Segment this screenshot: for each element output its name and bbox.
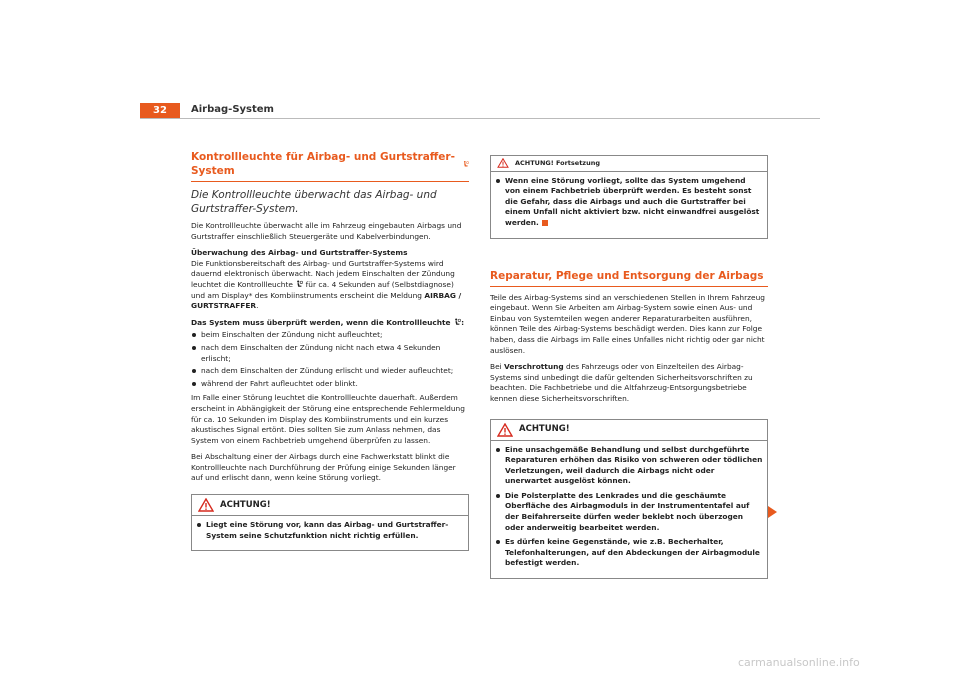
check-heading: Das System muss überprüft werden, wenn die Kontrollleuchte [191, 317, 451, 327]
warning-item: Eine unsachgemäße Behandlung und selbst durchgeführte Reparaturen erhöhen das Risiko von schweren oder tödlichen Verletzungen, weil dadurch die Airbags nicht oder unerwartet ausgelöst können. [495, 445, 763, 487]
page-number: 32 [140, 103, 180, 119]
monitoring-heading: Überwachung des Airbag- und Gurtstraffer-Systems [191, 248, 408, 258]
watermark: carmanualsonline.info [738, 656, 860, 669]
section-title-repair [490, 269, 768, 287]
warning-box-repair [490, 419, 768, 580]
scrapping-keyword: Verschrottung [504, 362, 564, 372]
end-marker-icon [542, 220, 548, 226]
warning-box-continued [490, 155, 768, 239]
continue-arrow-icon [768, 506, 777, 518]
section-title-text: Reparatur, Pflege und Entsorgung der Airbags [490, 269, 764, 282]
header-rule [140, 118, 820, 119]
section-subtitle: Die Kontrollleuchte überwacht das Airbag- und Gurtstraffer-System. [191, 189, 437, 215]
scrapping-prefix: Bei [490, 362, 502, 372]
warning-item: Es dürfen keine Gegenstände, wie z.B. Becherhalter, Telefonhalterungen, auf den Abdeckungen der Airbagmodule befestigt werden. [495, 537, 763, 569]
warning-body-continued [491, 172, 767, 238]
repair-paragraph: Teile des Airbag-Systems sind an verschiedenen Stellen in Ihrem Fahrzeug eingebaut. Wenn Sie Arbeiten am Airbag-System sowie einen Aus- und Einbau von Systemteilen wegen anderer Reparaturarbeiten ausführen, können Teile des Airbag-Systems beschädigt werden. Dies kann zur Folge haben, dass die Airbags im Falle eines Unfalles nicht richtig oder gar nicht auslösen. [490, 292, 765, 355]
warning-header-continued [491, 156, 767, 172]
warning-item: Die Polsterplatte des Lenkrades und die geschäumte Oberfläche des Airbagmoduls in der Instrumententafel auf der Beifahrerseite dürfen weder beklebt noch überzogen oder anderweitig bearbeitet werden. [495, 491, 763, 533]
warning-box [191, 494, 469, 551]
warning-triangle-icon [497, 423, 513, 437]
warning-body [192, 516, 468, 550]
warning-item: Liegt eine Störung vor, kann das Airbag- und Gurtstraffer-System seine Schutzfunktion nicht richtig erfüllen. [196, 520, 464, 541]
warning-triangle-icon [497, 158, 509, 168]
deactivation-paragraph: Bei Abschaltung einer der Airbags durch eine Fachwerkstatt blinkt die Kontrollleuchte nach Durchführung der Prüfung einige Sekunden länger auf und erlischt dann, wenn keine Störung vorliegt. [191, 452, 456, 483]
warning-header [192, 495, 468, 516]
monitoring-paragraph: Überwachung des Airbag- und Gurtstraffer-Systems Die Funktionsbereitschaft des Airbag- und Gurtstraffer-Systems wird dauernd elektronisch überwacht. Nach jedem Einschalten der Zündung leuchtet die Kontrollleuchte für ca. 4 Sekunden auf (Selbstdiagnose) und am Display* des Kombiinstruments erscheint die Meldung AIRBAG / GURTSTRAFFER. [191, 248, 469, 312]
warning-item [495, 176, 763, 229]
list-item: nach dem Einschalten der Zündung nicht nach etwa 4 Sekunden erlischt; [191, 343, 469, 364]
fault-paragraph: Im Falle einer Störung leuchtet die Kontrollleuchte dauerhaft. Außerdem erscheint in Abhängigkeit der Störung eine entsprechende Fehlermeldung für ca. 10 Sekunden im Display des Kombiinstruments und ein kurzes akustisches Signal ertönt. Dies sollten Sie zum Anlass nehmen, das System von einem Fachbetrieb umgehend überprüfen zu lassen. [191, 393, 465, 445]
scrapping-paragraph [490, 362, 768, 404]
left-column [191, 150, 469, 551]
warning-triangle-icon [198, 498, 214, 512]
section-title-text: Kontrollleuchte für Airbag- und Gurtstraffer-System [191, 151, 455, 177]
section-title-warning-light [191, 150, 469, 182]
right-column [490, 155, 768, 579]
airbag-seat-icon [453, 318, 461, 326]
warning-item-text: Wenn eine Störung vorliegt, sollte das System umgehend von einem Fachbetrieb überprüft werden. Es besteht sonst die Gefahr, dass die Airbags und auch die Gurtstraffer bei einem Unfall nicht aktiviert bzw. nicht einwandfrei ausgelöst werden. [505, 175, 760, 227]
list-item: beim Einschalten der Zündung nicht aufleuchtet; [191, 330, 469, 341]
warning-label-continued: ACHTUNG! Fortsetzung [515, 159, 600, 167]
warning-label: ACHTUNG! [220, 499, 271, 510]
list-item: nach dem Einschalten der Zündung erlischt und wieder aufleuchtet; [191, 366, 469, 377]
intro-paragraph: Die Kontrollleuchte überwacht alle im Fahrzeug eingebauten Airbags und Gurtstraffer einschließlich Steuergeräte und Kabelverbindungen. [191, 221, 462, 241]
airbag-seat-icon [295, 280, 303, 288]
list-item: während der Fahrt aufleuchtet oder blinkt. [191, 379, 469, 390]
monitoring-text-2: für ca. 4 Sekunden auf (Selbstdiagnose) und am Display* des Kombiinstruments erscheint die Meldung [191, 279, 454, 300]
monitoring-message: AIRBAG / GURTSTRAFFER [191, 290, 462, 311]
check-list [191, 330, 469, 389]
warning-header [491, 420, 767, 441]
warning-body [491, 441, 767, 579]
warning-label: ACHTUNG! [519, 424, 570, 435]
airbag-seat-icon [462, 160, 469, 168]
running-title: Airbag-System [191, 104, 274, 115]
scrapping-text: des Fahrzeugs oder von Einzelteilen des Airbag-Systems sind unbedingt die dafür geltenden Sicherheitsvorschriften zu beachten. Die Fachbetriebe und die Altfahrzeug-Entsorgungsbetriebe kennen diese Sicherheitsvorschriften. [490, 362, 753, 403]
check-heading-line: Das System muss überprüft werden, wenn die Kontrollleuchte : [191, 317, 465, 327]
monitoring-text-1: Die Funktionsbereitschaft des Airbag- und Gurtstraffer-Systems wird dauernd elektronisch überwacht. Nach jedem Einschalten der Zündung leuchtet die Kontrollleuchte [191, 258, 455, 289]
